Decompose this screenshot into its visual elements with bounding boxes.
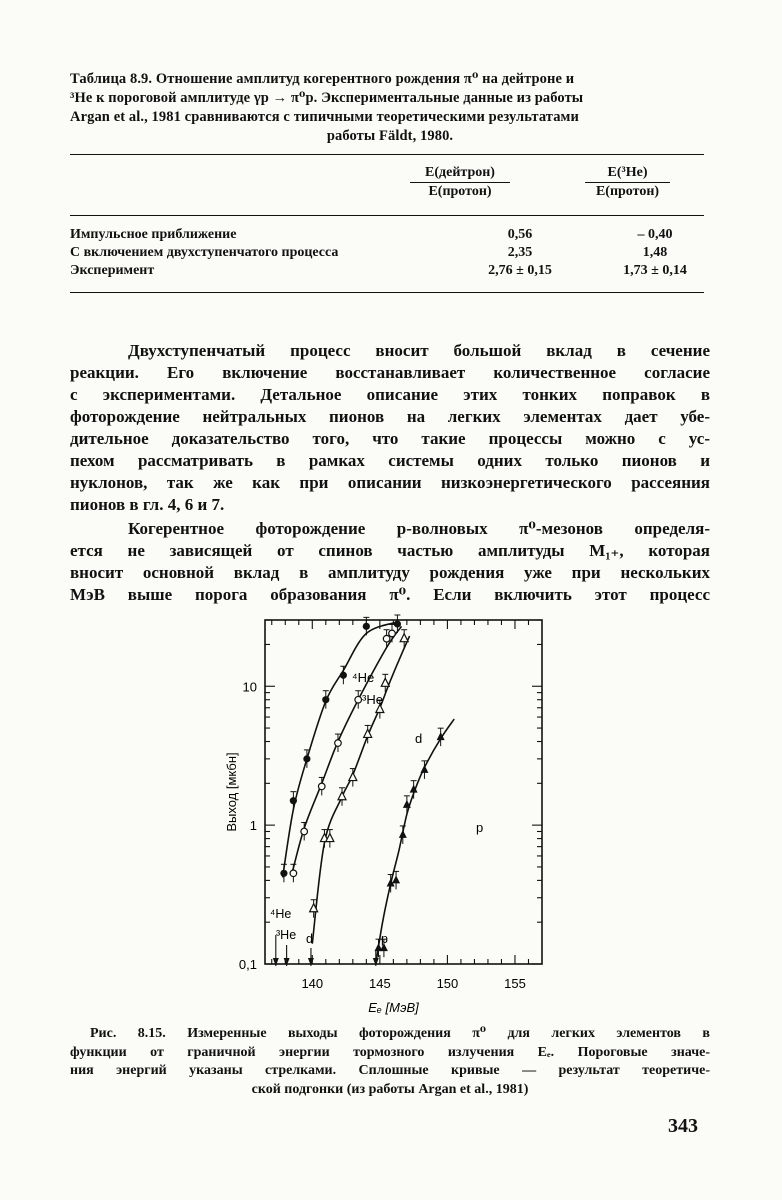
yield-chart: [0, 600, 782, 1020]
x-tick-label: 145: [369, 976, 391, 991]
x-tick-label: 155: [504, 976, 526, 991]
data-point: [381, 678, 389, 686]
data-point: [349, 773, 357, 781]
table-caption-line: ³He к пороговой амплитуде γp → π⁰p. Экспериментальные данные из работы: [70, 90, 584, 106]
column-header-deuteron: [410, 165, 510, 200]
fraction-line: [585, 182, 670, 183]
table-top-rule: [70, 154, 704, 155]
y-axis-label: Выход [мкбн]: [224, 752, 239, 832]
cell-value: – 0,40: [637, 227, 673, 242]
row-label: Эксперимент: [70, 263, 155, 278]
text-line: вносит основной вклад в амплитуду рождения уже при нескольких: [70, 563, 710, 582]
threshold-label: d: [306, 932, 313, 946]
fit-curve: [376, 719, 454, 964]
column-header-helium3: [585, 165, 670, 200]
data-point: [335, 740, 342, 747]
text-line: Двухступенчатый процесс вносит большой вклад в сечение: [128, 341, 710, 360]
text-line: ется не зависящей от спинов частью амплитуды M₁₊, которая: [70, 541, 710, 560]
row-label: Импульсное приближение: [70, 227, 237, 242]
table-bottom-rule: [70, 292, 704, 293]
column-header-denominator: E(протон): [428, 184, 492, 199]
y-tick-label: 1: [249, 818, 257, 834]
data-point: [383, 635, 390, 642]
cell-value: 0,56: [507, 227, 533, 242]
data-point: [318, 783, 325, 790]
text-line: Когерентное фоторождение р-волновых π⁰-мезонов определя-: [128, 519, 710, 538]
data-point: [392, 875, 400, 883]
column-header-numerator: E(дейтрон): [425, 165, 495, 180]
data-point: [363, 623, 370, 630]
data-point: [280, 870, 287, 877]
cell-value: 2,76 ± 0,15: [488, 263, 552, 278]
cell-value: 1,73 ± 0,14: [623, 263, 687, 278]
caption-line: функции от граничной энергии тормозного излучения Eₑ. Пороговые значе-: [70, 1044, 710, 1060]
threshold-label: ⁴He: [270, 907, 292, 921]
text-line: реакции. Его включение восстанавливает количественное согласие: [70, 363, 710, 382]
figure-caption: [70, 1025, 710, 1099]
table-row: [70, 245, 704, 263]
table-caption-line: Таблица 8.9. Отношение амплитуд когерентного рождения π⁰ на дейтроне и: [70, 71, 575, 87]
x-axis-label: Eₑ [МэВ]: [368, 1000, 419, 1015]
page-number: 343: [668, 1115, 698, 1137]
caption-line: Рис. 8.15. Измеренные выходы фоторождения π⁰ для легких элементов в: [90, 1026, 710, 1041]
data-point: [355, 696, 362, 703]
table-caption-line: Argan et al., 1981 сравниваются с типичными теоретическими результатами: [70, 109, 579, 125]
table-caption-line: работы Fäldt, 1980.: [326, 128, 454, 144]
curve-label: ⁴He: [352, 670, 375, 685]
caption-line: ния энергий указаны стрелками. Сплошные кривые — результат теоретиче-: [70, 1063, 710, 1078]
column-header-numerator: E(³He): [607, 165, 648, 180]
data-point: [340, 672, 347, 679]
table-row: [70, 227, 704, 245]
threshold-label: ³He: [276, 928, 297, 942]
text-line: пехом рассматривать в рамках системы одних только пионов и: [70, 451, 710, 470]
data-point: [338, 792, 346, 800]
fraction-line: [410, 182, 510, 183]
threshold-label: p: [381, 932, 388, 946]
text-line: пионов в гл. 4, 6 и 7.: [70, 495, 225, 514]
body-paragraph-1: [70, 340, 710, 516]
cell-value: 2,35: [507, 245, 533, 260]
body-paragraph-2: [70, 518, 710, 606]
caption-line: ской подгонки (из работы Argan et al., 1981): [251, 1081, 529, 1097]
text-line: нуклонов, так же как при описании низкоэнергетического рассеяния: [70, 473, 710, 492]
data-point: [290, 797, 297, 804]
data-point: [290, 870, 297, 877]
data-point: [303, 755, 310, 762]
cell-value: 1,48: [642, 245, 668, 260]
row-label: С включением двухступенчатого процесса: [70, 245, 339, 260]
plot-frame: [265, 620, 542, 964]
data-point: [420, 765, 428, 773]
text-line: с экспериментами. Детальное описание этих тонких поправок в: [70, 385, 710, 404]
data-point: [400, 634, 408, 642]
x-tick-label: 150: [436, 976, 459, 991]
table-caption: [70, 70, 710, 146]
data-point: [389, 630, 396, 637]
curve-label: d: [415, 731, 423, 746]
data-point: [322, 696, 329, 703]
text-line: дительное доказательство того, что такие процессы можно с ус-: [70, 429, 710, 448]
x-tick-label: 140: [301, 976, 324, 991]
text-line: МэВ выше порога образования π⁰. Если включить этот процесс: [70, 585, 710, 604]
table-header-rule: [70, 215, 704, 216]
data-point: [399, 830, 407, 838]
curve-label: ³He: [362, 692, 383, 707]
column-header-denominator: E(протон): [595, 184, 660, 199]
y-tick-label: 10: [242, 679, 257, 695]
table-row: [70, 263, 704, 281]
text-line: фоторождение нейтральных пионов на легких элементах дает убе-: [70, 407, 710, 426]
curve-label: p: [476, 820, 484, 835]
data-point: [301, 828, 308, 835]
y-tick-label: 0,1: [238, 957, 257, 972]
